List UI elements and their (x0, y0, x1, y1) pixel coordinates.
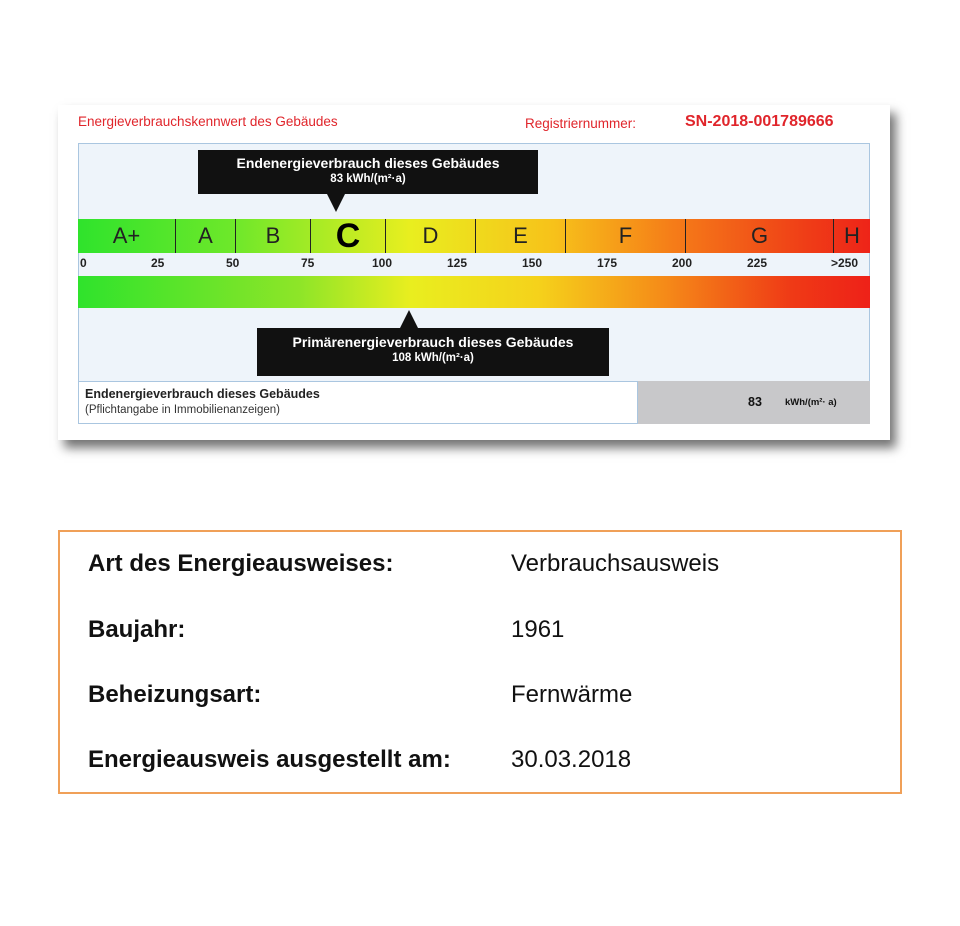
registration-number: SN-2018-001789666 (685, 113, 834, 130)
end-energy-footer-subtitle: (Pflichtangabe in Immobilienanzeigen) (85, 404, 280, 416)
scale-tick: 200 (672, 256, 693, 270)
class-h: H (844, 223, 860, 248)
detail-key: Beheizungsart: (88, 681, 262, 708)
energy-label-card (58, 105, 890, 440)
class-g: G (686, 219, 834, 253)
detail-key: Art des Energieausweises: (88, 550, 394, 577)
class-e: E (476, 219, 566, 253)
class-d: D (386, 219, 476, 253)
scale-tick: 225 (747, 256, 768, 270)
scale-tick: 50 (226, 256, 240, 270)
scale-tick: 25 (151, 256, 165, 270)
end-energy-footer-value-box (638, 381, 870, 424)
end-energy-callout-value: 83 kWh/(m²·a) (330, 173, 406, 185)
scale-tick: 0 (80, 256, 87, 270)
scale-tick: >250 (831, 256, 859, 270)
detail-value: Fernwärme (511, 681, 633, 708)
detail-value: 1961 (511, 616, 565, 643)
energy-gradient-bar (78, 276, 870, 308)
detail-key: Baujahr: (88, 616, 186, 643)
end-energy-footer-label (78, 381, 638, 424)
end-energy-footer-unit: kWh/(m²· a) (785, 397, 837, 408)
class-a-plus: A+ (78, 219, 176, 253)
detail-value: 30.03.2018 (511, 746, 632, 773)
registration-label: Registriernummer: (525, 116, 637, 131)
scale-tick: 125 (447, 256, 468, 270)
primary-energy-callout-label: Primärenergieverbrauch dieses Gebäudes (292, 334, 574, 350)
energy-label-title: Energieverbrauchskennwert des Gebäudes (78, 114, 338, 129)
energy-certificate-details (58, 530, 902, 794)
end-energy-callout-label: Endenergieverbrauch dieses Gebäudes (236, 155, 500, 171)
scale-tick: 175 (597, 256, 618, 270)
primary-energy-callout (257, 328, 609, 376)
end-energy-footer-value: 83 (748, 395, 762, 409)
class-b: B (236, 219, 311, 253)
class-a: A (176, 219, 236, 253)
class-f: F (566, 219, 686, 253)
end-energy-pointer (327, 194, 345, 212)
scale-tick: 150 (522, 256, 543, 270)
end-energy-callout (198, 150, 538, 194)
scale-tick: 100 (372, 256, 393, 270)
scale-tick: 75 (301, 256, 315, 270)
detail-key: Energieausweis ausgestellt am: (88, 746, 451, 773)
primary-energy-pointer (400, 310, 418, 328)
end-energy-footer-title: Endenergieverbrauch dieses Gebäudes (85, 387, 320, 401)
class-c-active: C (311, 219, 386, 253)
detail-value: Verbrauchsausweis (511, 550, 720, 577)
primary-energy-callout-value: 108 kWh/(m²·a) (392, 352, 474, 364)
energy-class-bar (78, 216, 870, 255)
